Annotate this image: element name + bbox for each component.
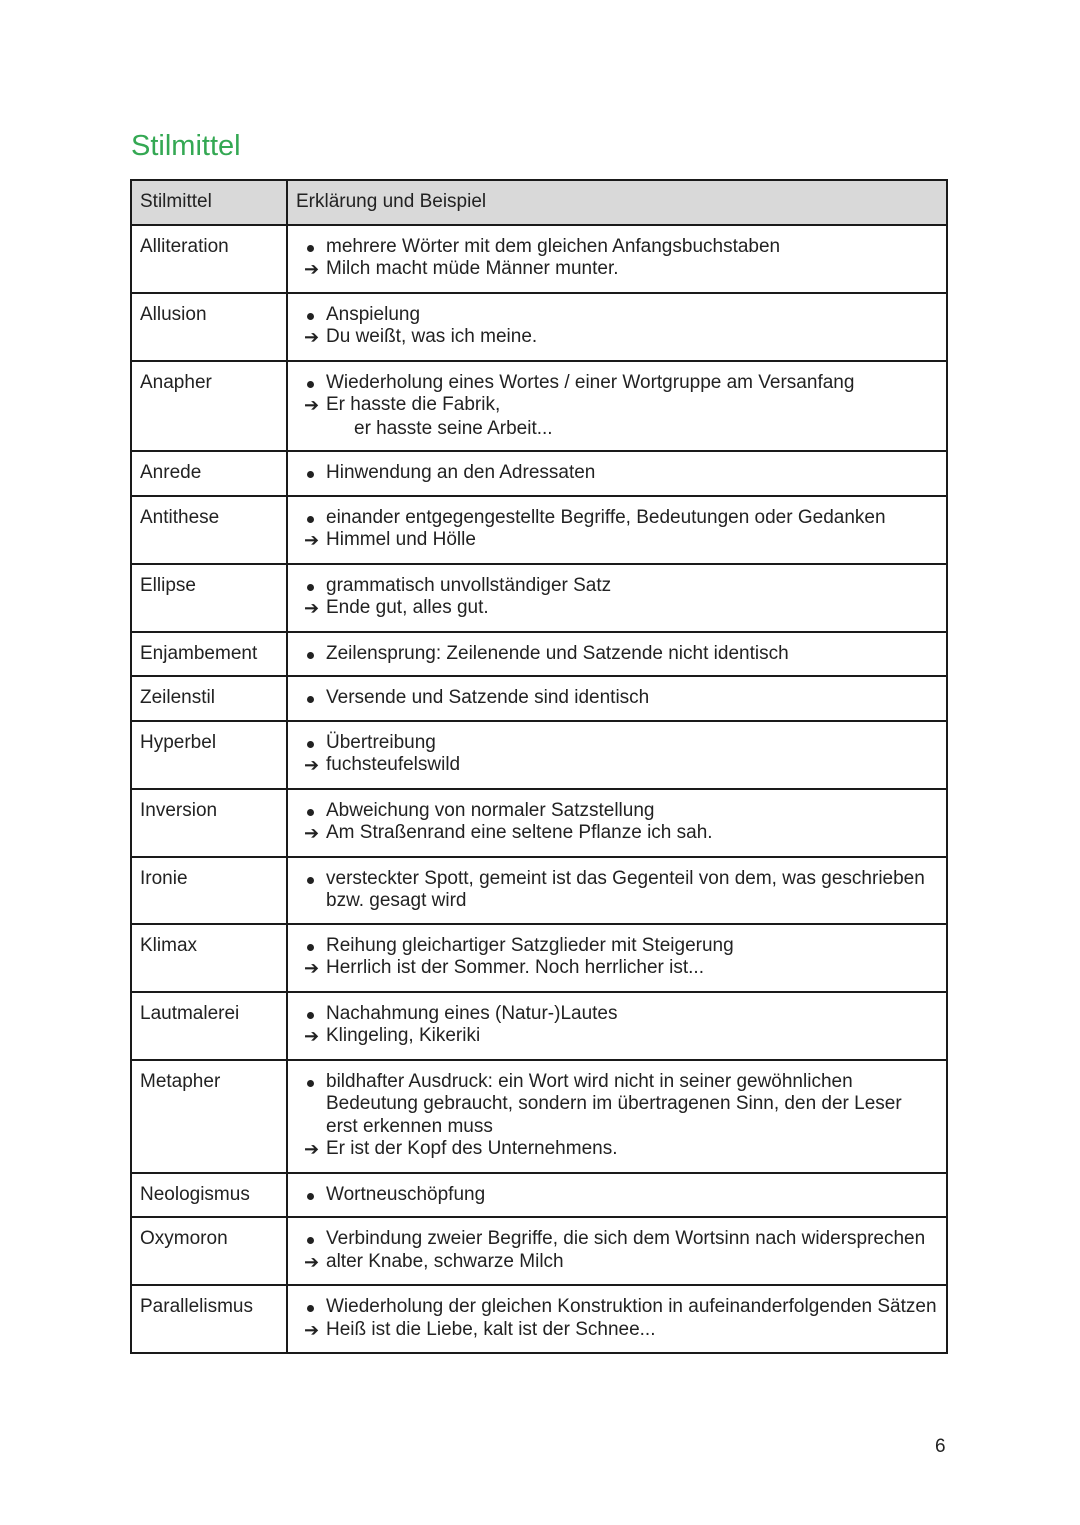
explanation-text: Hinwendung an den Adressaten — [326, 462, 596, 483]
explanation-text: Abweichung von normaler Satzstellung — [326, 799, 655, 821]
explanation-text: grammatisch unvollständiger Satz — [326, 574, 612, 596]
explanation-text: bildhafter Ausdruck: ein Wort wird nicht in seiner gewöhnlichen Bedeutung gebraucht, sondern im übertragenen Sinn, den der Leser erst erkennen muss — [326, 1070, 902, 1137]
explanation-cell — [287, 857, 947, 924]
bullet-icon — [296, 687, 326, 710]
bullet-icon — [296, 1296, 326, 1319]
explanation-line — [296, 643, 938, 666]
arrow-right-icon: ➔ — [304, 823, 320, 843]
table-row — [131, 293, 947, 361]
bullet-icon — [296, 643, 326, 666]
term-cell: Ellipse — [131, 564, 287, 632]
explanation-text: Versende und Satzende sind identisch — [326, 687, 650, 708]
example-line — [296, 1025, 938, 1049]
explanation-cell — [287, 1173, 947, 1218]
table-row — [131, 632, 947, 677]
table-row — [131, 451, 947, 496]
example-text: Himmel und Hölle — [326, 529, 476, 550]
term-cell: Metapher — [131, 1060, 287, 1173]
explanation-text: Verbindung zweier Begriffe, die sich dem Wortsinn nach widersprechen — [326, 1228, 926, 1249]
bullet-icon — [296, 304, 326, 327]
table-row — [131, 789, 947, 857]
explanation-cell — [287, 632, 947, 677]
example-line — [296, 258, 938, 282]
explanation-line — [296, 1228, 938, 1251]
example-line — [296, 822, 938, 846]
example-text: Am Straßenrand eine seltene Pflanze ich sah. — [326, 822, 713, 843]
bullet-icon — [296, 732, 326, 755]
explanation-line — [296, 687, 938, 710]
table-row — [131, 721, 947, 789]
column-header-stilmittel: Stilmittel — [131, 180, 287, 225]
explanation-cell — [287, 361, 947, 452]
bullet-icon — [296, 236, 326, 259]
table-row — [131, 857, 947, 924]
page-number: 6 — [935, 1436, 946, 1457]
explanation-cell — [287, 676, 947, 721]
arrow-right-icon: ➔ — [304, 1251, 320, 1272]
table-row — [131, 1060, 947, 1173]
term-cell: Parallelismus — [131, 1285, 287, 1353]
example-line — [296, 1319, 938, 1343]
arrow-right-icon: ➔ — [304, 598, 320, 618]
bullet-icon — [296, 462, 326, 485]
example-line — [296, 597, 938, 621]
explanation-text: versteckter Spott, gemeint ist das Gegenteil von dem, was geschrieben bzw. gesagt wird — [326, 867, 925, 911]
bullet-icon — [296, 935, 326, 958]
table-row — [131, 1285, 947, 1353]
term-cell: Antithese — [131, 496, 287, 564]
arrow-right-icon: ➔ — [304, 530, 320, 550]
explanation-cell — [287, 1285, 947, 1353]
explanation-cell — [287, 992, 947, 1060]
explanation-text: Reihung gleichartiger Satzglieder mit Steigerung — [326, 934, 734, 956]
explanation-line — [296, 304, 938, 327]
example-text: Er ist der Kopf des Unternehmens. — [326, 1138, 618, 1159]
example-text: Heiß ist die Liebe, kalt ist der Schnee... — [326, 1318, 656, 1340]
explanation-cell — [287, 451, 947, 496]
bullet-icon — [296, 1003, 326, 1026]
explanation-text: Anspielung — [326, 303, 421, 325]
arrow-right-icon: ➔ — [304, 1026, 320, 1046]
bullet-icon — [296, 372, 326, 395]
explanation-text: Nachahmung eines (Natur-)Lautes — [326, 1002, 618, 1024]
term-cell: Hyperbel — [131, 721, 287, 789]
explanation-text: Wiederholung eines Wortes / einer Wortgruppe am Versanfang — [326, 371, 855, 393]
explanation-line — [296, 935, 938, 958]
example-text: alter Knabe, schwarze Milch — [326, 1250, 564, 1272]
explanation-cell — [287, 293, 947, 361]
term-cell: Inversion — [131, 789, 287, 857]
explanation-line — [296, 1184, 938, 1207]
explanation-line — [296, 1003, 938, 1026]
table-row — [131, 1173, 947, 1218]
term-cell: Ironie — [131, 857, 287, 924]
term-cell: Anrede — [131, 451, 287, 496]
term-cell: Lautmalerei — [131, 992, 287, 1060]
explanation-line — [296, 1071, 938, 1139]
term-cell: Enjambement — [131, 632, 287, 677]
explanation-line — [296, 236, 938, 259]
explanation-line — [296, 575, 938, 598]
explanation-cell — [287, 564, 947, 632]
explanation-line — [296, 868, 938, 913]
example-text: Ende gut, alles gut. — [326, 597, 489, 618]
example-text: Herrlich ist der Sommer. Noch herrlicher ist... — [326, 957, 704, 978]
explanation-text: Wiederholung der gleichen Konstruktion in aufeinanderfolgenden Sätzen — [326, 1296, 937, 1317]
column-header-erklaerung: Erklärung und Beispiel — [287, 180, 947, 225]
table-row — [131, 225, 947, 293]
example-text: fuchsteufelswild — [326, 754, 461, 775]
example-line — [296, 1251, 938, 1275]
explanation-text: Zeilensprung: Zeilenende und Satzende nicht identisch — [326, 642, 789, 664]
explanation-line — [296, 1296, 938, 1319]
explanation-cell — [287, 496, 947, 564]
term-cell: Allusion — [131, 293, 287, 361]
bullet-icon — [296, 575, 326, 598]
arrow-right-icon: ➔ — [304, 958, 320, 978]
explanation-line — [296, 800, 938, 823]
table-row — [131, 924, 947, 992]
term-cell: Klimax — [131, 924, 287, 992]
table-row — [131, 361, 947, 452]
table-row — [131, 992, 947, 1060]
table-row — [131, 564, 947, 632]
example-line — [296, 754, 938, 778]
bullet-icon — [296, 1228, 326, 1251]
example-text: Klingeling, Kikeriki — [326, 1025, 481, 1046]
explanation-text: Übertreibung — [326, 731, 436, 753]
explanation-text: mehrere Wörter mit dem gleichen Anfangsbuchstaben — [326, 235, 781, 257]
example-line — [296, 1138, 938, 1162]
explanation-line — [296, 507, 938, 530]
example-line — [296, 957, 938, 981]
example-text: Er hasste die Fabrik, — [326, 394, 501, 415]
table-header-row — [131, 180, 947, 225]
example-line — [296, 394, 938, 418]
bullet-icon — [296, 800, 326, 823]
arrow-right-icon: ➔ — [304, 1139, 320, 1159]
arrow-right-icon: ➔ — [304, 327, 320, 347]
example-line — [296, 529, 938, 553]
explanation-cell — [287, 789, 947, 857]
term-cell: Alliteration — [131, 225, 287, 293]
explanation-cell — [287, 721, 947, 789]
example-text: Milch macht müde Männer munter. — [326, 258, 619, 279]
example-text: Du weißt, was ich meine. — [326, 326, 538, 347]
table-row — [131, 1217, 947, 1285]
bullet-icon — [296, 1071, 326, 1094]
term-cell: Anapher — [131, 361, 287, 452]
arrow-right-icon: ➔ — [304, 1319, 320, 1340]
bullet-icon — [296, 507, 326, 530]
page-title: Stilmittel — [131, 130, 241, 162]
table-row — [131, 676, 947, 721]
table-row — [131, 496, 947, 564]
term-cell: Neologismus — [131, 1173, 287, 1218]
explanation-line — [296, 372, 938, 395]
arrow-right-icon: ➔ — [304, 395, 320, 415]
explanation-text: einander entgegengestellte Begriffe, Bedeutungen oder Gedanken — [326, 506, 886, 528]
term-cell: Zeilenstil — [131, 676, 287, 721]
term-cell: Oxymoron — [131, 1217, 287, 1285]
bullet-icon — [296, 1184, 326, 1207]
explanation-cell — [287, 924, 947, 992]
explanation-cell — [287, 225, 947, 293]
explanation-text: Wortneuschöpfung — [326, 1183, 486, 1205]
bullet-icon — [296, 868, 326, 891]
arrow-right-icon: ➔ — [304, 259, 320, 279]
stilmittel-table — [130, 179, 948, 1354]
explanation-line — [296, 732, 938, 755]
explanation-cell — [287, 1217, 947, 1285]
explanation-line — [296, 462, 938, 485]
example-line — [296, 326, 938, 350]
explanation-cell — [287, 1060, 947, 1173]
example-continuation: er hasste seine Arbeit... — [354, 417, 553, 439]
table-body — [131, 225, 947, 1354]
arrow-right-icon: ➔ — [304, 755, 320, 775]
